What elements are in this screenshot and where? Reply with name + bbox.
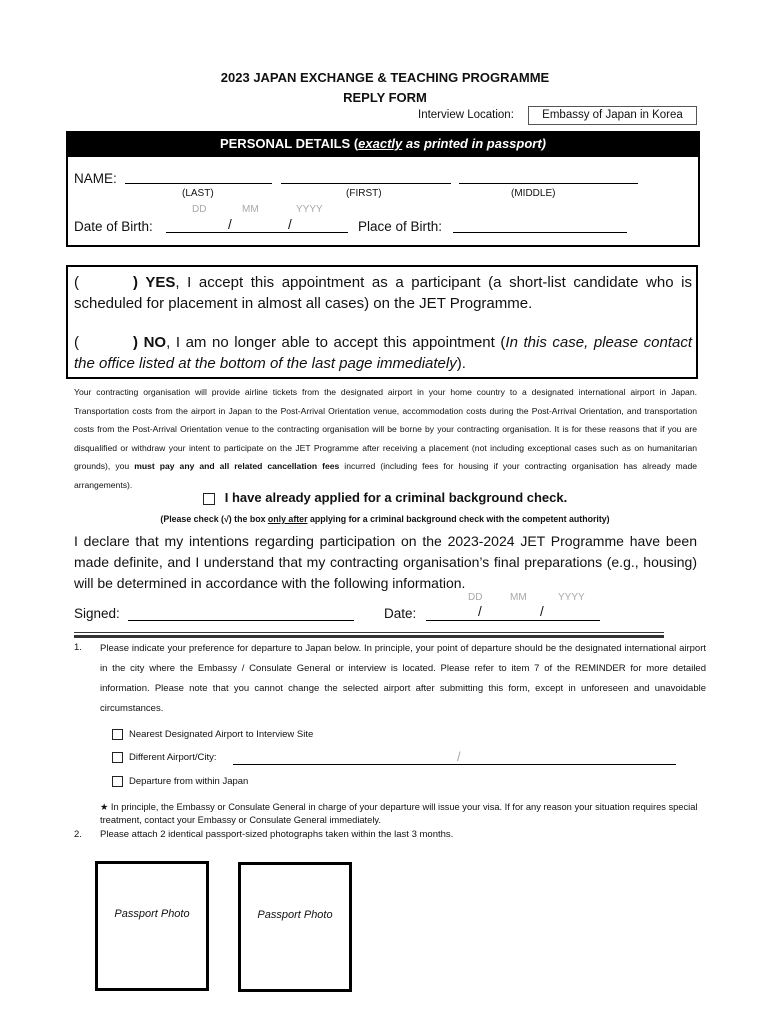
date-slash-1: / [478, 604, 482, 619]
date-field[interactable] [426, 620, 600, 621]
middle-label: (MIDDLE) [511, 188, 556, 199]
date-mm-hint: MM [510, 592, 527, 603]
notice-text-2: incurred (including fees for housing if your contracting organisation has already made arrangements). [74, 461, 697, 490]
pd-header-suffix: as printed in passport) [402, 136, 547, 151]
signed-label: Signed: [74, 606, 120, 621]
date-dd-hint: DD [468, 592, 483, 603]
visa-note: ★ In principle, the Embassy or Consulate General in charge of your departure will issue your visa. If for any reason your situation requires special treatment, contact your Embassy or Consulate General immediately. [100, 802, 698, 825]
item2-text: Please attach 2 identical passport-sized photographs taken within the last 3 months. [100, 829, 454, 840]
yes-text: , I accept this appointment as a participant (a short-list candidate who is scheduled for placement in almost all cases) on the JET Programme. [74, 274, 693, 312]
different-airport-label: Different Airport/City: [129, 752, 217, 764]
passport-photo-box-1: Passport Photo [95, 861, 209, 991]
criminal-note-1: (Please check (√) the box [160, 514, 268, 524]
cost-notice [74, 383, 697, 494]
yes-paren: ( [74, 274, 79, 291]
name-label: NAME: [74, 171, 117, 186]
first-label: (FIRST) [346, 188, 382, 199]
yes-option[interactable] [74, 272, 692, 314]
notice-text-1: Your contracting organisation will provide airline tickets from the designated airport in your home country to a designated international airport in Japan. Transportation costs from the airport in Japan to the Post-Arrival Orientation venue, accommodation costs during the Post-Arrival Orientation, and transportation costs from the Post-Arrival Orientation venue to the contracting organisation will be borne by your contracting organisation. It is for these reasons that if you are disqualified or withdraw your intent to participate on the JET Programme after receiving a placement (not including exceptional cases such as on humanitarian grounds), you [74, 387, 697, 471]
form-title: 2023 JAPAN EXCHANGE & TEACHING PROGRAMME [220, 70, 550, 85]
passport-photo-box-2: Passport Photo [238, 862, 352, 992]
option-nearest-airport[interactable] [112, 729, 313, 740]
departure-japan-label: Departure from within Japan [129, 776, 249, 788]
section-divider [74, 632, 664, 633]
criminal-check-row[interactable] [0, 490, 770, 505]
criminal-check-checkbox[interactable] [203, 493, 215, 505]
no-end: ). [456, 355, 466, 372]
no-option[interactable] [74, 332, 692, 374]
first-name-field[interactable] [281, 183, 451, 184]
notice-bold-text: must pay any and all related cancellation fees [134, 461, 340, 471]
city-separator: / [457, 749, 461, 764]
date-label: Date: [384, 606, 417, 621]
dob-label: Date of Birth: [74, 219, 153, 234]
declaration-text: I declare that my intentions regarding participation on the 2023-2024 JET Programme have been made definite, and I understand that my contracting organisation’s final preparations (e.g., housing) will be determined in accordance with the following information. [74, 533, 697, 591]
nearest-airport-checkbox[interactable] [112, 729, 123, 740]
pd-header-exactly: exactly [358, 136, 403, 151]
different-airport-city-field[interactable] [233, 764, 676, 765]
form-subtitle: REPLY FORM [343, 90, 427, 105]
nearest-airport-label: Nearest Designated Airport to Interview Site [129, 729, 314, 741]
criminal-check-label: I have already applied for a criminal background check. [224, 490, 568, 505]
item2-number: 2. [74, 829, 82, 840]
option-different-airport[interactable] [112, 752, 216, 763]
departure-japan-checkbox[interactable] [112, 776, 123, 787]
no-text: , I am no longer able to accept this appointment ( [166, 334, 506, 351]
criminal-note-2: applying for a criminal background check with the competent authority) [307, 514, 610, 524]
signature-field[interactable] [128, 620, 354, 621]
different-airport-checkbox[interactable] [112, 752, 123, 763]
criminal-note-underlined: only after [267, 514, 308, 524]
middle-name-field[interactable] [459, 183, 638, 184]
dob-slash-1: / [228, 217, 232, 232]
interview-location-label: Interview Location: [418, 109, 514, 121]
dob-mm-hint: MM [242, 204, 259, 215]
last-label: (LAST) [182, 188, 214, 199]
yes-label: ) YES [133, 274, 176, 291]
pob-field[interactable] [453, 232, 627, 233]
interview-location-field[interactable]: Embassy of Japan in Korea [528, 106, 697, 125]
dob-yyyy-hint: YYYY [296, 204, 323, 215]
no-label: ) NO [133, 334, 167, 351]
no-italic-text: In this case, please contact the office listed at the bottom of the last page immediately [74, 334, 692, 372]
pd-header-prefix: PERSONAL DETAILS ( [219, 136, 359, 151]
item1-text: Please indicate your preference for departure to Japan below. In principle, your point of departure should be the designated international airport in the city where the Embassy / Consulate General or interview is located. Please refer to item 7 of the REMINDER for more detailed information. Please note that you cannot change the selected airport after submitting this form, except in unforeseen and unavoidable circumstances. [100, 643, 706, 714]
personal-details-header [66, 131, 700, 157]
criminal-check-note [0, 514, 770, 524]
date-slash-2: / [540, 604, 544, 619]
section-divider-thick [74, 635, 664, 638]
option-departure-japan[interactable] [112, 776, 248, 787]
last-name-field[interactable] [125, 183, 272, 184]
dob-dd-hint: DD [192, 204, 207, 215]
dob-slash-2: / [288, 217, 292, 232]
pob-label: Place of Birth: [358, 219, 443, 234]
no-paren: ( [74, 334, 79, 351]
date-yyyy-hint: YYYY [558, 592, 585, 603]
dob-field[interactable] [166, 232, 348, 233]
item1-number: 1. [74, 642, 82, 653]
